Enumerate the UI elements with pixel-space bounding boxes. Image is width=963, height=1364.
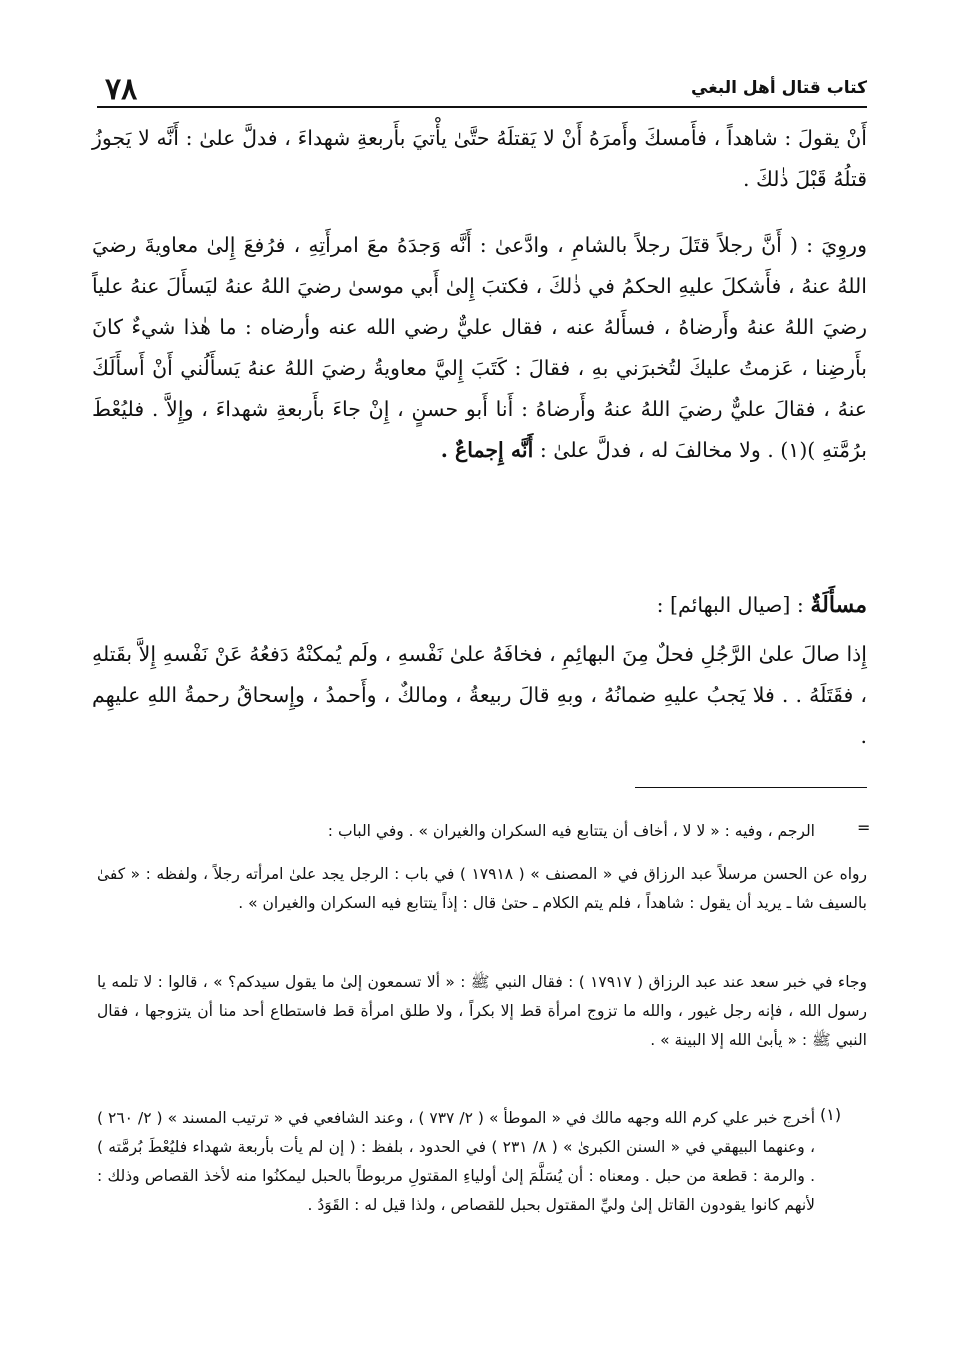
running-title: كتاب قتال أهل البغي [691, 78, 867, 98]
issue-label: مسأَلَةٌ [810, 592, 867, 618]
page-header [97, 72, 867, 108]
paragraph-narration-text: وروِيَ : ( أَنَّ رجلاً قتَلَ رجلاً بالشامِ ، وادَّعىٰ : أَنَّه وَجدَهُ معَ امرأَتِهِ ، فرُفعَ إِلىٰ معاويةَ رضيَ اللهُ عنهُ ، فأَشكلَ عليهِ الحكمُ في ذٰلكَ ، فكتبَ إِلىٰ أَبي موسىٰ رضيَ اللهُ عنهُ ليَسأَلَ عنهُ علياً رضيَ اللهُ عنهُ وأَرضاهُ ، فسأَلهُ عنه ، فقال عليٌّ رضي الله عنه وأرضاه : ما هٰذا شيءٌ كانَ بأَرضِنا ، عَزمتُ عليكَ لتُخبرَني بهِ ، فقالَ : كَتَبَ إِليَّ معاويةُ رضيَ اللهُ عنهُ يَسأَلُني أَنْ أَسأَلَكَ عنهُ ، فقالَ عليٌّ رضيَ اللهُ عنهُ وأَرضاهُ : أَنا أَبو حسنٍ ، إِنْ جاءَ بأَربعةِ شهداءَ ، وإِلاَّ . فليُعْطَ برُمَّتهِ )(١) . ولا مخالفَ له ، فدلَّ علىٰ : [92, 233, 867, 462]
paragraph-conclusion: أَنَّه إِجماعٌ . [440, 438, 534, 462]
footnote-paragraph: وجاء في خبر سعد عند عبد الرزاق ( ١٧٩١٧ ) : فقال النبي ﷺ : « ألا تسمعون إلىٰ ما يقول سيدكم؟ » ، قالوا : لا تلمه يا رسول الله ، فإنه رجل غيور ، والله ما تزوج امرأة قط إلا بكراً ، ولا طلق امرأة قط فاستطاع أحد منا أن يتزوجها ، فقال النبي ﷺ : « يأبىٰ الله إلا البينة » . [97, 973, 868, 1049]
paragraph-narration [92, 225, 867, 471]
paragraph-ruling: إِذا صالَ علىٰ الرَّجُلِ فحلٌ مِنَ البهائِمِ ، فخافَهُ علىٰ نَفْسهِ ، ولَم يُمكنْهُ دَفعُهُ عَنْ نَفْسهِ إِلاَّ بقَتلهِ ، فقَتَلَهُ . . فلا يَجبُ عليهِ ضمانُهُ ، وبهِ قالَ ربيعةُ ، ومالكٌ ، وأَحمدُ ، وإِسحاقُ رحمةُ اللهِ عليهِم . [92, 642, 867, 748]
footnote-paragraph: رواه عن الحسن مرسلاً عبد الرزاق في « المصنف » ( ١٧٩١٨ ) في باب : الرجل يجد علىٰ امرأته رجلاً ، ولفظه : « كفىٰ بالسيف شا ـ يريد أن يقول : شاهداً ، فلم يتم الكلام ـ حتىٰ قال : إذاً يتتابع فيه السكران والغيران » . [97, 865, 867, 912]
paragraph-continuation: أَنْ يقولَ : شاهداً ، فأَمسكَ وأَمرَهُ أَنْ لا يَقتلَهُ حتَّىٰ يأْتيَ بأَربعةِ شهداءَ ، فدلَّ علىٰ : أَنَّه لا يَجوزُ قتلُهُ قَبْلَ ذٰلكَ . [92, 126, 867, 191]
page-number: ٧٨ [105, 72, 138, 107]
footnote-continuation: الرجم ، وفيه : « لا لا ، أخاف أن يتتابع فيه السكران والغيران » . وفي الباب : [327, 822, 815, 840]
footnote-1: أخرج خبر علي كرم الله وجهه مالك في « الموطأ » ( ٢/ ٧٣٧ ) ، وعند الشافعي في « ترتيب المسند » ( ٢/ ٢٦٠ ) ، وعنهما البيهقي في « السنن الكبرىٰ » ( ٨/ ٢٣١ ) في الحدود ، بلفظ : ( إن لم يأت بأربعة شهداء فليُعْطَ بُرمَّته ) . والرمة : قطعة من حبل . ومعناه : أن يُسَلَّمَ إلىٰ أولياءِ المقتولِ مربوطاً بالحبل ليمكنُوا منه لأخذ القصاص وذلك : لأنهم كانوا يقودون القاتل إلىٰ وليِّ المقتول بحبل للقصاص ، ولذا قيل له : القَوَدُ . [97, 1109, 816, 1214]
header-rule [97, 106, 867, 108]
footnote-continuation-marker: = [857, 818, 871, 837]
issue-heading [92, 585, 867, 626]
issue-title: : [صيال البهائم] : [656, 593, 804, 617]
footnote-number: (١) [820, 1105, 842, 1124]
footnote-separator [635, 787, 867, 788]
